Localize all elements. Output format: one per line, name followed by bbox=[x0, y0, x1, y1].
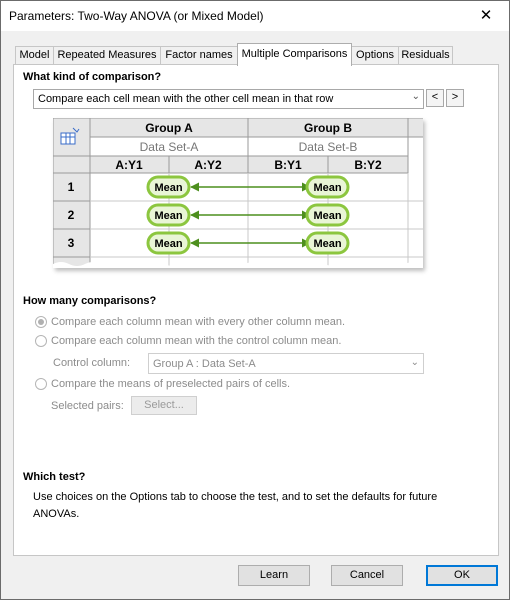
title-bar bbox=[1, 1, 509, 31]
radio-preselected-pairs[interactable] bbox=[35, 377, 375, 393]
comparison-dropdown[interactable] bbox=[33, 89, 424, 109]
tab-model[interactable]: Model bbox=[15, 46, 54, 65]
how-many-heading: How many comparisons? bbox=[23, 295, 157, 307]
row-number: 2 bbox=[67, 208, 75, 222]
subcolumn-header: B:Y1 bbox=[274, 158, 302, 172]
radio-every-other[interactable] bbox=[35, 315, 375, 331]
chevron-down-icon: ⌄ bbox=[411, 91, 420, 102]
mean-label: Mean bbox=[154, 238, 183, 250]
tab-options[interactable]: Options bbox=[351, 46, 399, 65]
control-column-value: Group A : Data Set-A bbox=[153, 358, 256, 370]
radio-button[interactable] bbox=[35, 316, 47, 328]
row-number: 1 bbox=[67, 180, 75, 194]
cancel-button[interactable]: Cancel bbox=[331, 565, 403, 586]
close-icon[interactable]: ✕ bbox=[479, 7, 493, 24]
tab-factor-names[interactable]: Factor names bbox=[160, 46, 238, 65]
row-number: 3 bbox=[67, 236, 75, 250]
radio-button[interactable] bbox=[35, 378, 47, 390]
tab-panel bbox=[13, 64, 499, 556]
next-comparison-button[interactable]: > bbox=[446, 89, 464, 107]
dataset-a-label: Data Set-A bbox=[139, 140, 199, 154]
radio-control-column[interactable] bbox=[35, 334, 375, 350]
which-test-heading: Which test? bbox=[23, 471, 86, 483]
comparison-diagram-svg bbox=[53, 118, 423, 268]
radio-button[interactable] bbox=[35, 335, 47, 347]
learn-button[interactable]: Learn bbox=[238, 565, 310, 586]
previous-comparison-button[interactable]: < bbox=[426, 89, 444, 107]
mean-label: Mean bbox=[313, 182, 342, 194]
group-b-header: Group B bbox=[304, 121, 352, 135]
selected-pairs-label: Selected pairs: bbox=[51, 400, 124, 412]
dataset-b-label: Data Set-B bbox=[298, 140, 358, 154]
ok-button[interactable]: OK bbox=[426, 565, 498, 586]
mean-label: Mean bbox=[313, 238, 342, 250]
comparison-selected-value: Compare each cell mean with the other cell mean in that row bbox=[38, 93, 334, 105]
torn-edge bbox=[53, 262, 423, 268]
control-column-dropdown[interactable] bbox=[148, 353, 424, 374]
tab-residuals[interactable]: Residuals bbox=[398, 46, 453, 65]
subcolumn-header: B:Y2 bbox=[354, 158, 382, 172]
mean-label: Mean bbox=[313, 210, 342, 222]
select-pairs-button[interactable]: Select... bbox=[131, 396, 197, 415]
chevron-down-icon: ⌄ bbox=[410, 357, 419, 368]
subcolumn-header: A:Y1 bbox=[115, 158, 143, 172]
radio-control-column-label: Compare each column mean with the control column mean. bbox=[51, 335, 342, 347]
subcolumn-header: A:Y2 bbox=[194, 158, 222, 172]
comparison-diagram bbox=[53, 118, 423, 268]
mean-label: Mean bbox=[154, 210, 183, 222]
which-test-text: Use choices on the Options tab to choose the test, and to set the defaults for future ANOVAs. bbox=[33, 491, 438, 520]
mean-label: Mean bbox=[154, 182, 183, 194]
tab-repeated-measures[interactable]: Repeated Measures bbox=[53, 46, 161, 65]
group-a-header: Group A bbox=[145, 121, 193, 135]
radio-preselected-pairs-label: Compare the means of preselected pairs of cells. bbox=[51, 378, 291, 390]
tab-multiple-comparisons[interactable]: Multiple Comparisons bbox=[237, 43, 352, 66]
window-title: Parameters: Two-Way ANOVA (or Mixed Model) bbox=[9, 9, 264, 23]
comparison-heading: What kind of comparison? bbox=[23, 71, 162, 83]
control-column-label: Control column: bbox=[53, 357, 131, 369]
radio-every-other-label: Compare each column mean with every other column mean. bbox=[51, 316, 346, 328]
